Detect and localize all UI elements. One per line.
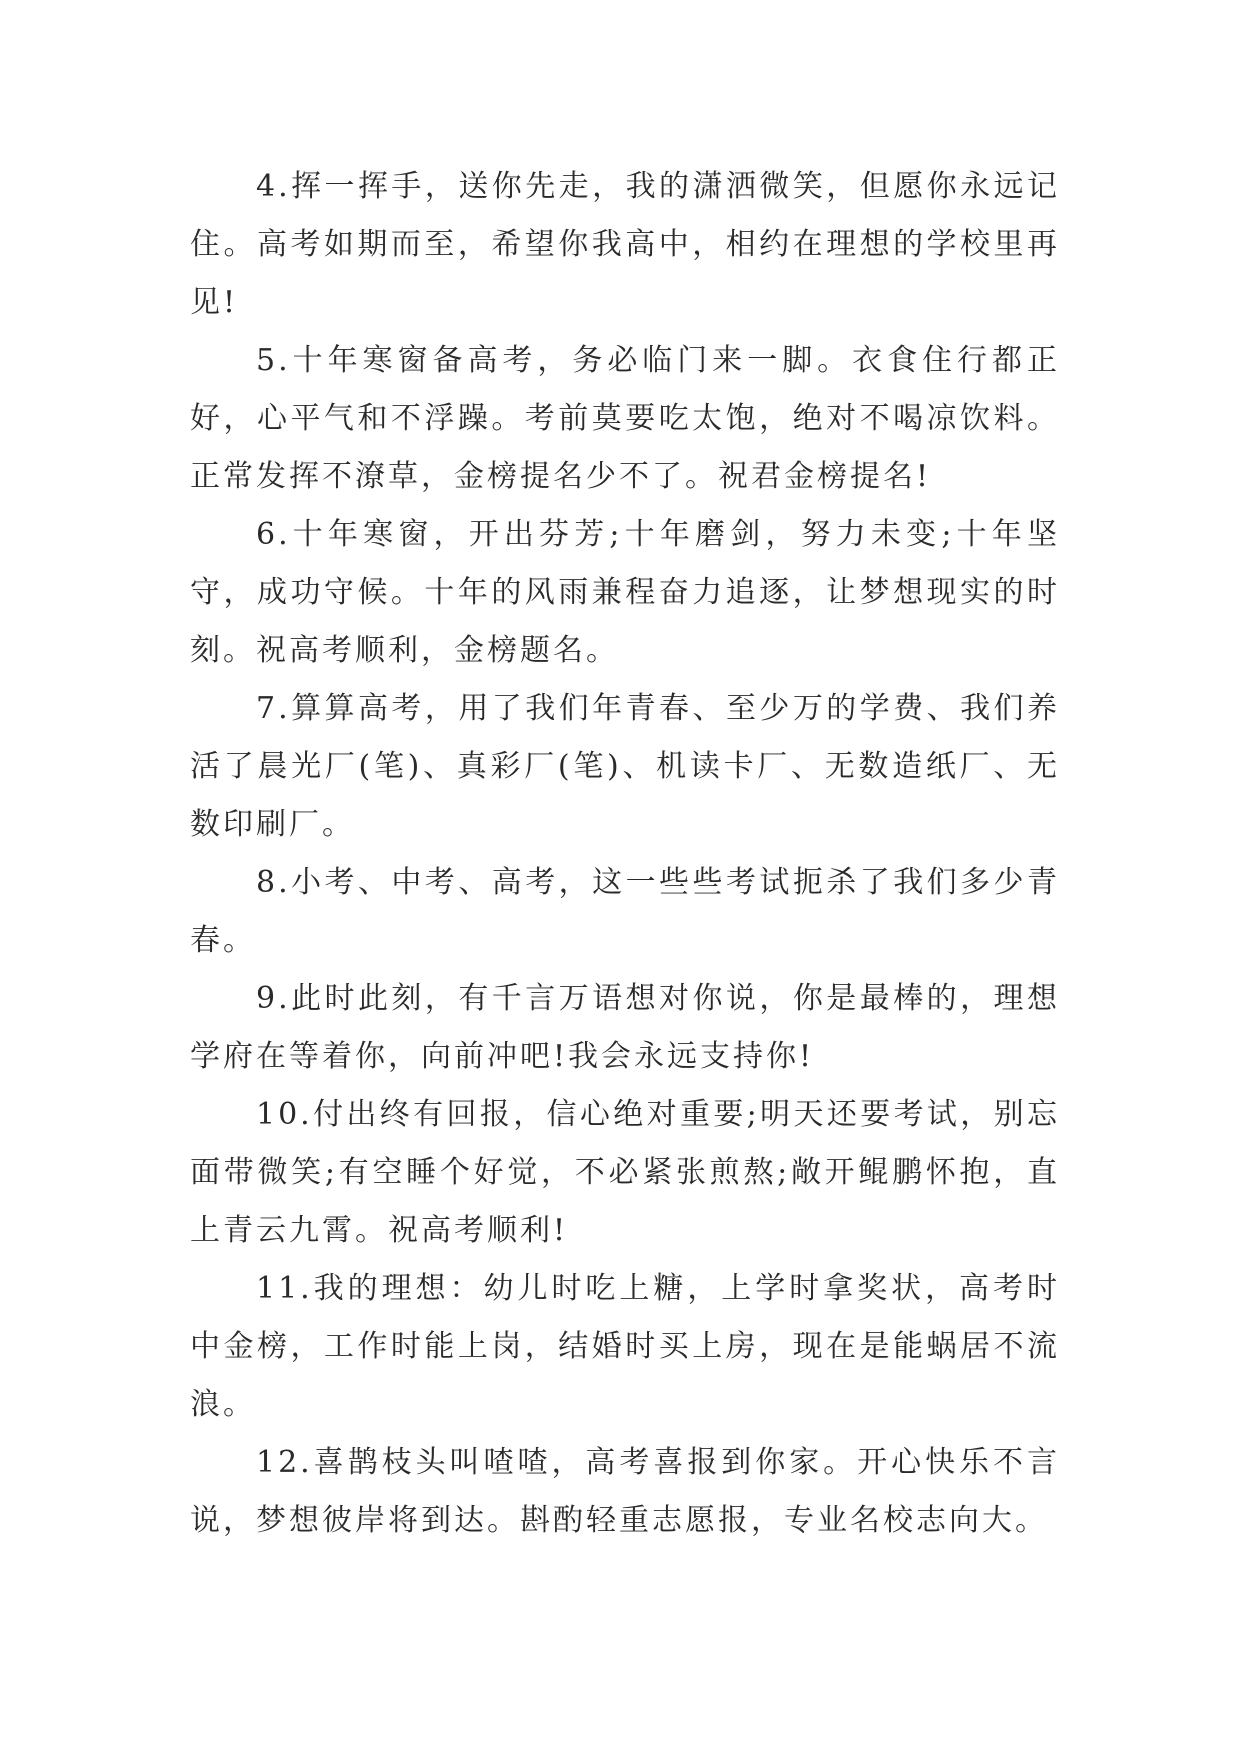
paragraph-4: 4.挥一挥手，送你先走，我的潇洒微笑，但愿你永远记住。高考如期而至，希望你我高中，相约在理想的学校里再见!	[190, 169, 1060, 320]
paragraph-9: 9.此时此刻，有千言万语想对你说，你是最棒的，理想学府在等着你，向前冲吧!我会永远支持你!	[190, 981, 1060, 1074]
paragraph-8: 8.小考、中考、高考，这一些些考试扼杀了我们多少青春。	[190, 865, 1060, 958]
paragraph-7: 7.算算高考，用了我们年青春、至少万的学费、我们养活了晨光厂(笔)、真彩厂(笔)、机读卡厂、无数造纸厂、无数印刷厂。	[190, 691, 1060, 842]
paragraph-12: 12.喜鹊枝头叫喳喳，高考喜报到你家。开心快乐不言说，梦想彼岸将到达。斟酌轻重志愿报，专业名校志向大。	[190, 1445, 1060, 1538]
paragraph-6: 6.十年寒窗，开出芬芳;十年磨剑，努力未变;十年坚守，成功守候。十年的风雨兼程奋力追逐，让梦想现实的时刻。祝高考顺利，金榜题名。	[190, 517, 1060, 668]
paragraph-10: 10.付出终有回报，信心绝对重要;明天还要考试，别忘面带微笑;有空睡个好觉，不必紧张煎熬;敞开鲲鹏怀抱，直上青云九霄。祝高考顺利!	[190, 1097, 1060, 1248]
document-body	[190, 158, 1060, 1550]
paragraph-5: 5.十年寒窗备高考，务必临门来一脚。衣食住行都正好，心平气和不浮躁。考前莫要吃太饱，绝对不喝凉饮料。正常发挥不潦草，金榜提名少不了。祝君金榜提名!	[190, 343, 1060, 494]
paragraph-11: 11.我的理想：幼儿时吃上糖，上学时拿奖状，高考时中金榜，工作时能上岗，结婚时买上房，现在是能蜗居不流浪。	[190, 1271, 1060, 1422]
